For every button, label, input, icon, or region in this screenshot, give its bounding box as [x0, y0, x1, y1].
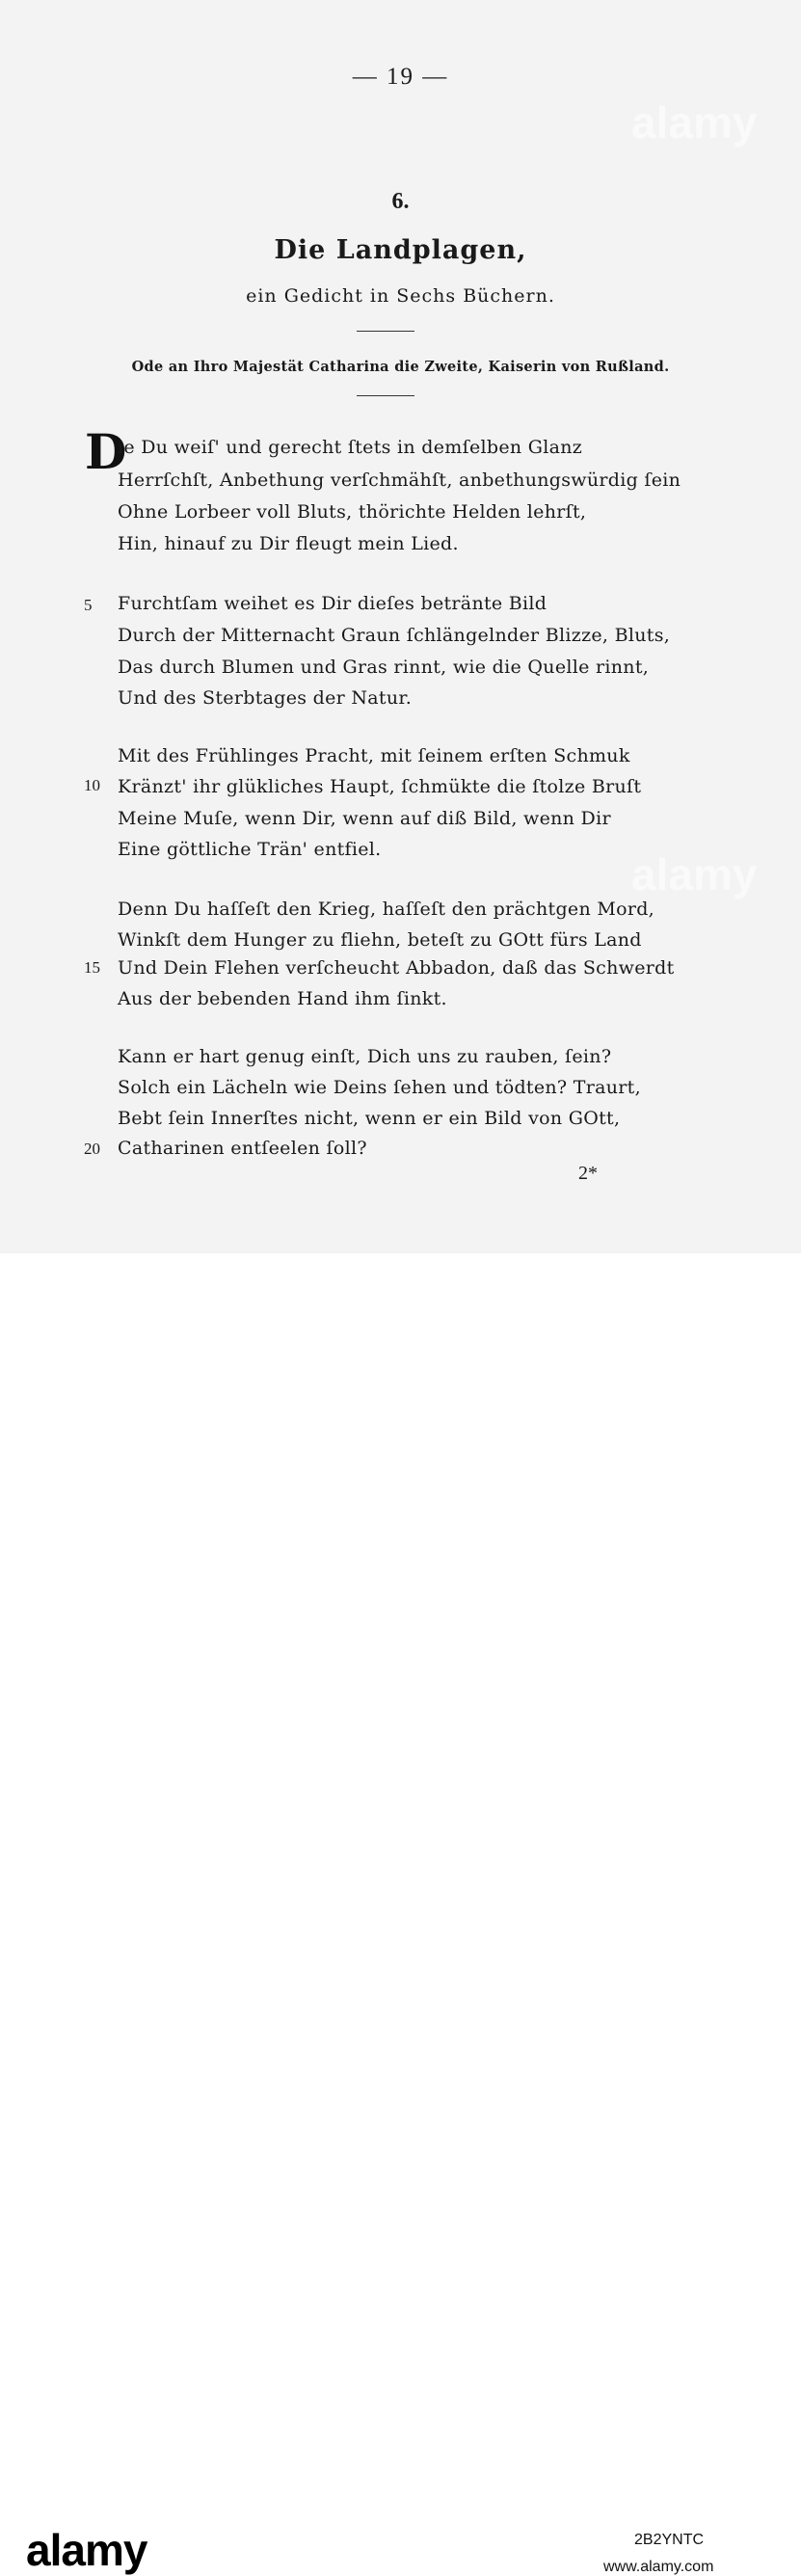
poem-number: 6. — [391, 189, 410, 214]
line-number: 10 — [84, 776, 100, 794]
stock-url: www.alamy.com — [603, 2559, 714, 2575]
signature-mark: 2* — [578, 1163, 598, 1184]
verse-line: ie Du weiſ' und gerecht ſtets in demſelben Glanz — [118, 437, 583, 458]
verse-line: Solch ein Lächeln wie Deins ſehen und tödten? Traurt, — [118, 1077, 641, 1098]
verse-line: Catharinen entſeelen ſoll? — [118, 1138, 367, 1159]
verse-line: Mit des Frühlinges Pracht, mit ſeinem erſten Schmuk — [118, 745, 630, 766]
verse-line: Durch der Mitternacht Graun ſchlängelnder Blizze, Bluts, — [118, 625, 671, 646]
verse-line: Und des Sterbtages der Natur. — [118, 687, 413, 709]
verse-line: Denn Du haſſeſt den Krieg, haſſeſt den prächtgen Mord, — [118, 899, 655, 920]
verse-line: Winkſt dem Hunger zu fliehn, beteſt zu GOtt fürs Land — [118, 929, 642, 951]
alamy-logo: alamy — [26, 2525, 147, 2575]
page-number: — 19 — — [352, 64, 449, 90]
alamy-watermark: alamy — [631, 97, 758, 148]
book-page — [0, 0, 801, 1253]
verse-line: Hin, hinauf zu Dir fleugt mein Lied. — [118, 533, 459, 554]
verse-line: Und Dein Flehen verſcheucht Abbadon, daß das Schwerdt — [118, 957, 675, 979]
verse-line: Eine göttliche Trän' entfiel. — [118, 839, 382, 860]
poem-subtitle: ein Gedicht in Sechs Büchern. — [246, 285, 555, 307]
alamy-watermark: alamy — [631, 849, 758, 899]
verse-line: Aus der bebenden Hand ihm ſinkt. — [118, 988, 447, 1009]
verse-line: Das durch Blumen und Gras rinnt, wie die Quelle rinnt, — [118, 657, 650, 678]
drop-cap: D — [85, 423, 127, 480]
line-number: 5 — [84, 596, 93, 614]
verse-line: Bebt ſein Innerſtes nicht, wenn er ein Bild von GOtt, — [118, 1108, 621, 1129]
dedication: Ode an Ihro Majestät Catharina die Zweite, Kaiserin von Rußland. — [131, 359, 670, 375]
divider — [357, 395, 414, 396]
divider — [357, 331, 414, 332]
verse-line: Kränzt' ihr glükliches Haupt, ſchmükte die ſtolze Bruſt — [118, 776, 642, 797]
verse-line: Meine Muſe, wenn Dir, wenn auf diß Bild, wenn Dir — [118, 808, 611, 829]
stock-image-id: 2B2YNTC — [634, 2532, 705, 2548]
stock-footer — [0, 1253, 801, 2575]
verse-line: Ohne Lorbeer voll Bluts, thörichte Helden lehrſt, — [118, 501, 587, 523]
line-number: 15 — [84, 958, 100, 977]
line-number: 20 — [84, 1140, 100, 1158]
verse-line: Herrſchſt, Anbethung verſchmähſt, anbethungswürdig ſein — [118, 470, 681, 491]
poem-title: Die Landplagen, — [274, 235, 527, 265]
verse-line: Kann er hart genug einſt, Dich uns zu rauben, ſein? — [118, 1046, 612, 1067]
verse-line: Furchtſam weihet es Dir dieſes betränte Bild — [118, 593, 547, 614]
